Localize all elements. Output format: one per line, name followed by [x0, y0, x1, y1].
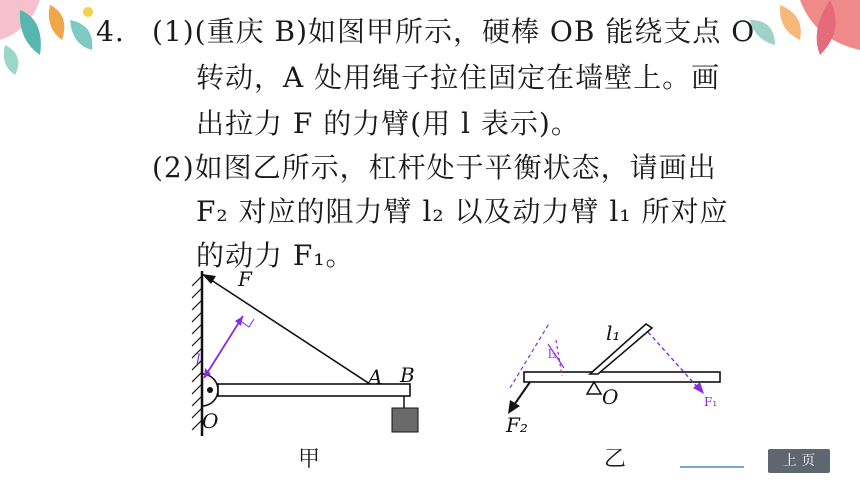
prev-page-button[interactable]: 上 页	[768, 449, 830, 473]
question-line: 出拉力 F 的力臂(用 l 表示)。	[196, 107, 580, 140]
nav-divider	[680, 466, 744, 468]
question-line: 转动，A 处用绳子拉住固定在墙壁上。画	[196, 61, 721, 94]
figure-b-caption: 乙	[604, 447, 627, 472]
question-line: F₂ 对应的阻力臂 l₂ 以及动力臂 l₁ 所对应	[196, 195, 729, 228]
question-line: (2)如图乙所示，杠杆处于平衡状态，请画出	[152, 151, 717, 184]
inclined-rod	[590, 324, 652, 374]
label-F2: F₂	[506, 413, 528, 437]
label-l: l	[196, 352, 201, 368]
question-line: 的动力 F₁。	[196, 239, 355, 272]
label-F1: F₁	[704, 395, 718, 409]
pivot-O	[587, 382, 601, 394]
moment-arm-l	[204, 316, 243, 378]
figure-a-diagram	[180, 266, 420, 466]
label-B: B	[400, 363, 415, 387]
figure-a-caption: 甲	[298, 447, 321, 472]
label-A: A	[368, 365, 383, 389]
weight-block	[392, 408, 418, 432]
label-O: O	[602, 385, 619, 409]
figure-b-diagram	[490, 310, 740, 460]
pivot-O	[207, 387, 213, 393]
right-angle-mark	[242, 319, 254, 327]
rope	[202, 274, 376, 388]
label-l1: l₁	[606, 321, 621, 345]
label-F: F	[238, 267, 252, 291]
label-O: O	[202, 409, 219, 433]
label-l2: l₂	[548, 347, 557, 361]
question-line: (1)(重庆 B)如图甲所示，硬棒 OB 能绕支点 O	[152, 15, 756, 48]
question-number: 4.	[96, 15, 125, 48]
